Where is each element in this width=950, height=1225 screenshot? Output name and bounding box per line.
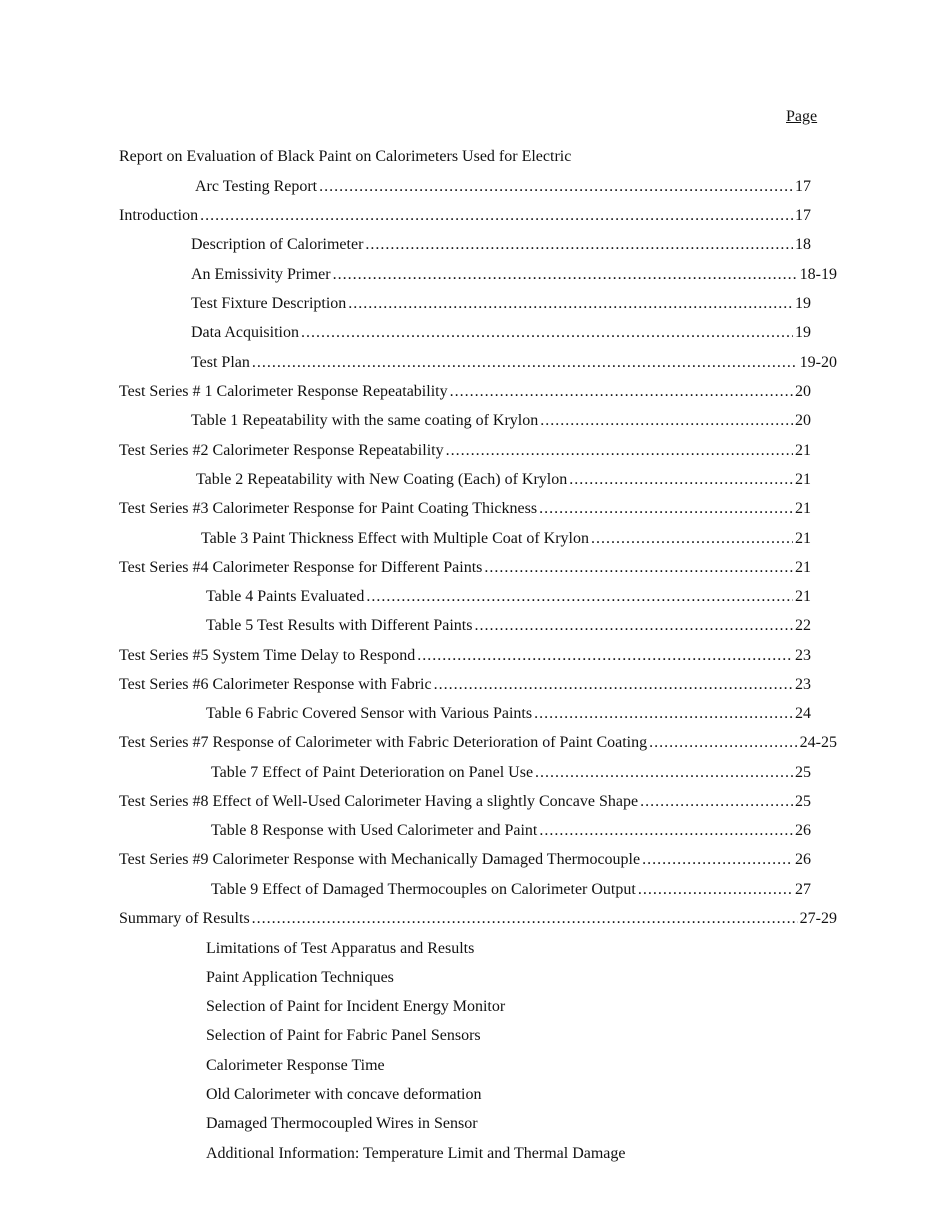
toc-entry-label: Test Series #8 Effect of Well-Used Calorimeter Having a slightly Concave Shape	[119, 793, 639, 810]
leader-dots	[642, 850, 793, 870]
toc-entry-page: 26	[795, 822, 811, 839]
toc-entry	[119, 382, 811, 402]
leader-dots	[569, 470, 793, 490]
leader-dots	[417, 646, 793, 666]
toc-entry-label: Test Series #6 Calorimeter Response with Fabric	[119, 676, 432, 693]
toc-entry	[191, 294, 811, 314]
leader-dots	[301, 323, 793, 343]
toc-entry	[211, 821, 811, 841]
leader-dots	[539, 499, 793, 519]
toc-entry	[191, 353, 837, 373]
toc-entry	[206, 587, 811, 607]
toc-entry	[119, 499, 811, 519]
summary-subitem: Old Calorimeter with concave deformation	[206, 1086, 482, 1103]
toc-entry	[119, 850, 811, 870]
toc-entry-label: Test Series #9 Calorimeter Response with Mechanically Damaged Thermocouple	[119, 851, 641, 868]
toc-entry-page: 21	[795, 530, 811, 547]
toc-entry-page: 23	[795, 676, 811, 693]
summary-subitem: Calorimeter Response Time	[206, 1057, 385, 1074]
toc-entry-label: Test Series #3 Calorimeter Response for Paint Coating Thickness	[119, 500, 538, 517]
toc-entry-label: Test Plan	[191, 354, 250, 371]
toc-entry-page: 18-19	[799, 266, 837, 283]
leader-dots	[539, 821, 793, 841]
summary-subitem: Selection of Paint for Incident Energy Monitor	[206, 998, 506, 1015]
toc-entry-page: 19-20	[799, 354, 837, 371]
leader-dots	[446, 441, 793, 461]
leader-dots	[534, 704, 793, 724]
leader-dots	[365, 235, 793, 255]
toc-entry-page: 23	[795, 647, 811, 664]
toc-entry	[191, 323, 811, 343]
leader-dots	[540, 411, 793, 431]
leader-dots	[474, 616, 793, 636]
toc-entry	[191, 265, 837, 285]
toc-entry	[119, 206, 811, 226]
toc-entry-label: Table 1 Repeatability with the same coating of Krylon	[191, 412, 539, 429]
leader-dots	[484, 558, 793, 578]
leader-dots	[200, 206, 793, 226]
toc-entry-label: Table 4 Paints Evaluated	[206, 588, 365, 605]
toc-entry-label: Test Series # 1 Calorimeter Response Repeatability	[119, 383, 448, 400]
toc-entry	[196, 470, 811, 490]
toc-entry-page: 17	[795, 207, 811, 224]
toc-entry	[119, 675, 811, 695]
leader-dots	[366, 587, 793, 607]
toc-entry	[119, 733, 837, 753]
summary-subitem: Damaged Thermocoupled Wires in Sensor	[206, 1115, 478, 1132]
toc-entry	[211, 763, 811, 783]
toc-entry-page: 25	[795, 764, 811, 781]
toc-entry	[119, 646, 811, 666]
toc-entry-label: Test Fixture Description	[191, 295, 347, 312]
toc-entry-page: 19	[795, 295, 811, 312]
toc-entry-page: 18	[795, 236, 811, 253]
leader-dots	[333, 265, 798, 285]
toc-entry-label: Table 5 Test Results with Different Paints	[206, 617, 473, 634]
leader-dots	[591, 529, 793, 549]
toc-entry-page: 21	[795, 500, 811, 517]
toc-entry	[191, 411, 811, 431]
toc-entry-label: Table 2 Repeatability with New Coating (Each) of Krylon	[196, 471, 568, 488]
toc-entry-label: Table 7 Effect of Paint Deterioration on Panel Use	[211, 764, 534, 781]
toc-entry	[119, 558, 811, 578]
toc-entry-label: Table 6 Fabric Covered Sensor with Various Paints	[206, 705, 533, 722]
toc-entry-page: 27	[795, 881, 811, 898]
toc-entry	[206, 616, 811, 636]
toc-entry-page: 27-29	[799, 910, 837, 927]
leader-dots	[434, 675, 793, 695]
toc-entry-page: 26	[795, 851, 811, 868]
toc-entry-page: 25	[795, 793, 811, 810]
summary-subitem: Additional Information: Temperature Limit and Thermal Damage	[206, 1145, 626, 1162]
page-column-header: Page	[786, 108, 818, 125]
toc-entry-label: Test Series #2 Calorimeter Response Repeatability	[119, 442, 444, 459]
toc-entry-label: Table 9 Effect of Damaged Thermocouples on Calorimeter Output	[211, 881, 636, 898]
toc-entry-label: Table 8 Response with Used Calorimeter and Paint	[211, 822, 538, 839]
toc-entry-page: 21	[795, 471, 811, 488]
toc-entry-label: Data Acquisition	[191, 324, 299, 341]
toc-entry-label: Arc Testing Report	[195, 178, 318, 195]
summary-subitem: Limitations of Test Apparatus and Results	[206, 940, 475, 957]
leader-dots	[640, 792, 793, 812]
toc-entry-page: 21	[795, 442, 811, 459]
toc-entry-page: 20	[795, 383, 811, 400]
toc-entry-label: Table 3 Paint Thickness Effect with Multiple Coat of Krylon	[201, 530, 589, 547]
toc-entry-label: Test Series #5 System Time Delay to Respond	[119, 647, 416, 664]
toc-entry	[191, 235, 811, 255]
toc-entry-label: Summary of Results	[119, 910, 250, 927]
toc-entry	[119, 909, 837, 929]
leader-dots	[638, 880, 793, 900]
toc-entry	[195, 177, 811, 197]
toc-entry-page: 17	[795, 178, 811, 195]
leader-dots	[450, 382, 793, 402]
toc-entry	[119, 792, 811, 812]
toc-entry-label: Test Series #4 Calorimeter Response for Different Paints	[119, 559, 483, 576]
toc-entry-page: 22	[795, 617, 811, 634]
toc-entry	[206, 704, 811, 724]
toc-entry-page: 20	[795, 412, 811, 429]
toc-entry-page: 24	[795, 705, 811, 722]
leader-dots	[535, 763, 793, 783]
toc-entry-label: Introduction	[119, 207, 199, 224]
leader-dots	[649, 733, 798, 753]
leader-dots	[348, 294, 793, 314]
summary-subitem: Selection of Paint for Fabric Panel Sensors	[206, 1027, 481, 1044]
toc-entry-page: 21	[795, 588, 811, 605]
toc-entry-page: 19	[795, 324, 811, 341]
toc-entry-label: Description of Calorimeter	[191, 236, 364, 253]
leader-dots	[252, 353, 798, 373]
leader-dots	[319, 177, 793, 197]
toc-entry-page: 21	[795, 559, 811, 576]
toc-entry	[211, 880, 811, 900]
toc-heading-line: Report on Evaluation of Black Paint on Calorimeters Used for Electric	[119, 148, 572, 165]
toc-entry-page: 24-25	[799, 734, 837, 751]
toc-entry	[201, 529, 811, 549]
toc-entry-label: An Emissivity Primer	[191, 266, 331, 283]
toc-entry	[119, 441, 811, 461]
leader-dots	[252, 909, 798, 929]
summary-subitem: Paint Application Techniques	[206, 969, 394, 986]
toc-entry-label: Test Series #7 Response of Calorimeter with Fabric Deterioration of Paint Coating	[119, 734, 648, 751]
